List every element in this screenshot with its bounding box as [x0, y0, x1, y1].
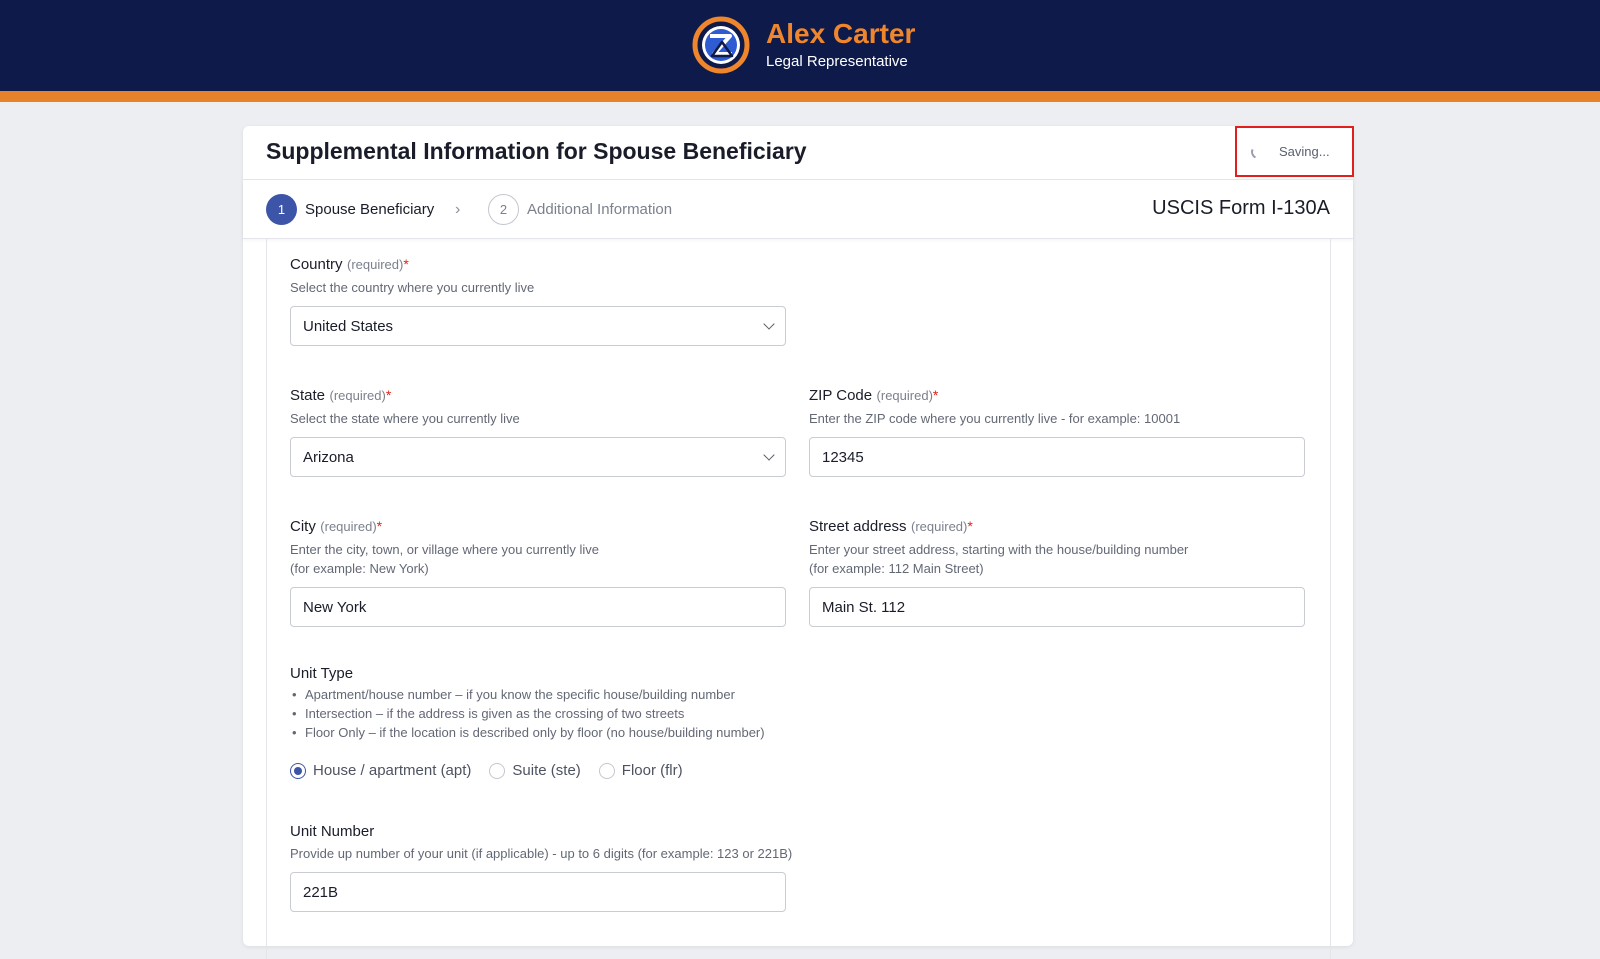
form-body	[266, 239, 1331, 959]
brand	[692, 14, 915, 76]
step-additional-information[interactable]	[488, 194, 672, 225]
street-help	[809, 540, 1188, 578]
brand-name: Alex Carter	[766, 18, 916, 49]
top-bar	[0, 0, 1600, 91]
radio-label: House / apartment (apt)	[313, 762, 472, 779]
street-input[interactable]	[809, 587, 1305, 627]
required-tag: (required)	[346, 257, 404, 272]
unit-number-help: Provide up number of your unit (if applicable) - up to 6 digits (for example: 123 or 221B)	[290, 846, 793, 861]
street-help-line-1: Enter your street address, starting with the house/building number	[809, 542, 1189, 557]
zip-field	[809, 387, 1180, 428]
radio-apt[interactable]	[290, 762, 471, 779]
required-tag: (required)	[329, 388, 386, 403]
street-help-line-2: (for example: 112 Main Street)	[809, 561, 984, 576]
country-select[interactable]	[290, 306, 786, 346]
city-help-line-2: (for example: New York)	[290, 561, 429, 576]
radio-unchecked-icon[interactable]	[489, 763, 505, 779]
form-card	[243, 126, 1353, 946]
card-header	[243, 126, 1353, 180]
saving-indicator	[1235, 126, 1354, 177]
logo-icon	[692, 16, 750, 74]
list-item: • Intersection – if the address is given as the crossing of two streets	[290, 704, 765, 723]
country-help: Select the country where you currently live	[290, 280, 535, 295]
accent-stripe	[0, 91, 1600, 102]
page-title: Supplemental Information for Spouse Beneficiary	[266, 138, 807, 164]
chevron-right-icon: ›	[455, 201, 461, 218]
city-help	[290, 540, 599, 578]
street-value: Main St. 112	[822, 598, 906, 616]
street-field	[809, 518, 1188, 578]
city-field	[290, 518, 599, 578]
chevron-down-icon	[763, 318, 774, 329]
brand-role: Legal Representative	[766, 53, 908, 70]
list-item: • Floor Only – if the location is described only by floor (no house/building number)	[290, 723, 765, 742]
required-star: *	[403, 256, 409, 272]
radio-flr[interactable]	[599, 762, 683, 779]
zip-help: Enter the ZIP code where you currently live - for example: 10001	[809, 411, 1181, 426]
street-label: Street address	[809, 518, 907, 535]
city-input[interactable]	[290, 587, 786, 627]
unit-type-label: Unit Type	[290, 665, 354, 682]
city-label: City	[290, 518, 316, 535]
unit-type-bullets	[290, 685, 765, 742]
form-code: USCIS Form I-130A	[1152, 197, 1330, 219]
required-star: *	[932, 387, 939, 403]
unit-type-field	[290, 665, 765, 742]
required-star: *	[376, 518, 383, 534]
radio-label: Floor (flr)	[621, 762, 683, 779]
unit-number-input[interactable]	[290, 872, 786, 912]
required-tag: (required)	[876, 388, 933, 403]
stepper	[243, 180, 1353, 239]
list-item: • Apartment/house number – if you know the specific house/building number	[290, 685, 765, 704]
country-field	[290, 256, 534, 297]
state-help: Select the state where you currently live	[290, 411, 520, 426]
spinner-icon	[1249, 143, 1267, 161]
step-label: Spouse Beneficiary	[305, 201, 435, 218]
zip-label: ZIP Code	[809, 387, 873, 404]
country-label: Country	[290, 256, 343, 273]
city-help-line-1: Enter the city, town, or village where you currently live	[290, 542, 600, 557]
state-field	[290, 387, 520, 428]
chevron-down-icon	[763, 449, 774, 460]
zip-input[interactable]	[809, 437, 1305, 477]
city-value: New York	[303, 598, 367, 616]
radio-label: Suite (ste)	[512, 762, 581, 779]
step-spouse-beneficiary[interactable]	[266, 194, 434, 225]
required-tag: (required)	[911, 519, 968, 534]
step-number: 2	[488, 194, 519, 225]
radio-checked-icon[interactable]	[290, 763, 306, 779]
step-number: 1	[266, 194, 297, 225]
country-value: United States	[303, 317, 394, 335]
unit-number-value: 221B	[303, 883, 339, 901]
state-label: State	[290, 387, 326, 404]
saving-text: Saving...	[1279, 144, 1330, 159]
state-select[interactable]	[290, 437, 786, 477]
state-value: Arizona	[303, 448, 354, 466]
radio-unchecked-icon[interactable]	[599, 763, 615, 779]
required-tag: (required)	[320, 519, 377, 534]
unit-number-field	[290, 823, 792, 863]
required-star: *	[967, 518, 973, 534]
required-star: *	[385, 387, 392, 403]
radio-ste[interactable]	[489, 762, 580, 779]
zip-value: 12345	[822, 448, 864, 466]
unit-number-label: Unit Number	[290, 823, 375, 840]
step-label: Additional Information	[527, 201, 673, 218]
unit-type-radios	[290, 762, 683, 779]
